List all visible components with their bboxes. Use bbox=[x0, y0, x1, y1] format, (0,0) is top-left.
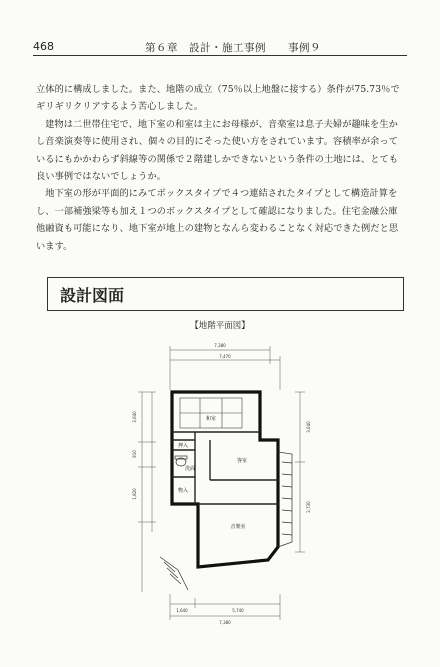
paragraph-2: 建物は二世帯住宅で、地下室の和室は主にお母様が、音楽室は息子夫婦が趣味を生かし音楽演奏等に使用され、個々の目的にそった使い方をされています。容積率が余っているにもかかわらず斜線等の関係で２階建しかできないという条件の土地には、とても良い事例ではないでしょうか。 bbox=[36, 118, 399, 183]
paragraph-1: 立体的に構成しました。また、地階の成立（75％以上地盤に接する）条件が75.73％でギリギリクリアするよう苦心しました。 bbox=[36, 84, 400, 113]
section-heading-box bbox=[47, 277, 404, 311]
dim-right-1: 3,640 bbox=[306, 421, 311, 433]
room-ongakushitsu: 音楽室 bbox=[230, 524, 246, 530]
header-rule bbox=[33, 55, 407, 56]
dim-bottom-2: 5,740 bbox=[232, 608, 244, 613]
room-kyakuma: 客室 bbox=[236, 458, 248, 464]
body-text bbox=[36, 81, 406, 255]
section-title: 設計図面 bbox=[60, 286, 125, 305]
basement-floor-plan bbox=[130, 332, 330, 632]
dim-bottom-total: 7,380 bbox=[219, 620, 231, 625]
dim-top-sub: 7,470 bbox=[219, 354, 231, 359]
stairs bbox=[160, 452, 292, 590]
chapter-title: 第６章 設計・施工事例 事例９ bbox=[145, 42, 321, 54]
figure-caption: 【地階平面図】 bbox=[190, 321, 250, 331]
paragraph-3: 地下室の形が平面的にみてボックスタイプで４つ連結されたタイプとして構造計算をし、一部補強梁等も加え１つのボックスタイプとして確認になりました。住宅金融公庫他融資も可能になり、地下室が地上の建物となんら変わることなく対応できた例だと思います。 bbox=[36, 188, 399, 252]
dimension-labels bbox=[132, 343, 311, 625]
room-oshiire: 押入 bbox=[177, 443, 189, 449]
dim-left-3: 1,820 bbox=[132, 488, 137, 500]
room-nyuu: 物入 bbox=[177, 488, 189, 494]
room-senmen: 洗面 bbox=[184, 466, 196, 472]
dim-top-total: 7,380 bbox=[214, 343, 226, 348]
room-washitsu: 和室 bbox=[205, 416, 217, 422]
dim-bottom-1: 1,640 bbox=[176, 608, 188, 613]
dim-left-2: 910 bbox=[132, 450, 137, 458]
dimension-lines bbox=[138, 346, 305, 620]
fixtures bbox=[175, 456, 187, 466]
tatami-pattern bbox=[180, 398, 242, 428]
page-number: 468 bbox=[33, 40, 54, 53]
dim-right-2: 2,730 bbox=[306, 501, 311, 513]
page-header bbox=[33, 34, 407, 56]
dim-left-1: 3,640 bbox=[132, 411, 137, 423]
